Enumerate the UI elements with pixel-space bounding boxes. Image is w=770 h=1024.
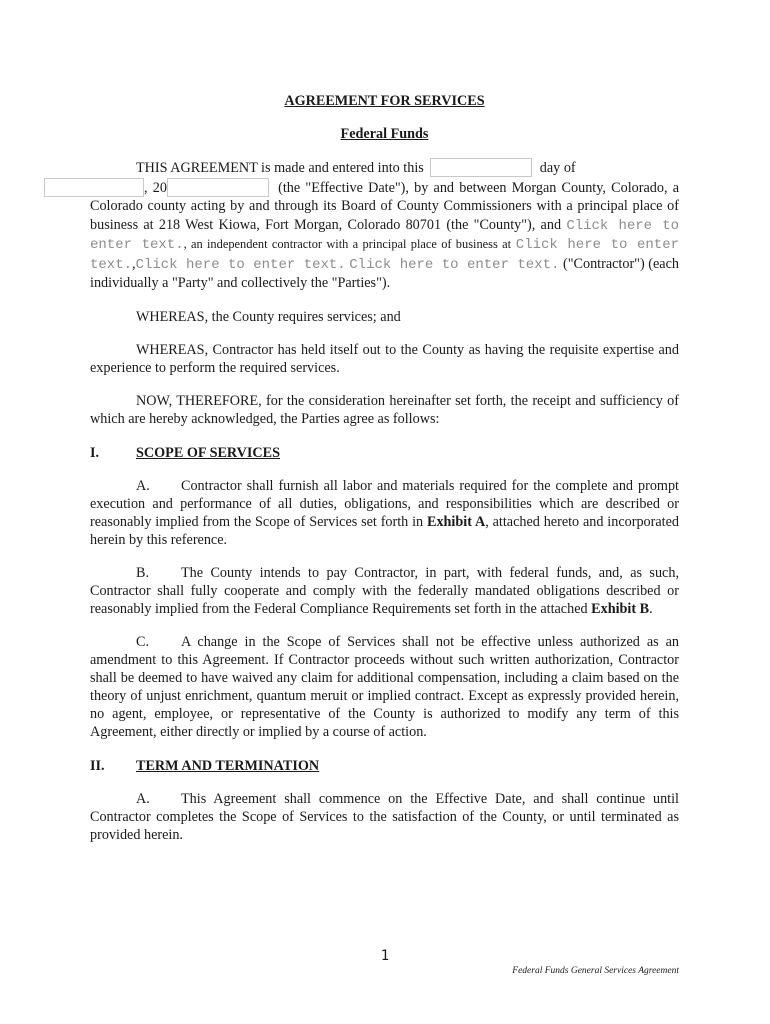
- intro-text-5: , an independent contractor with a principal place of business at: [183, 237, 512, 251]
- section-1-heading: [90, 444, 679, 462]
- intro-comma: ,: [132, 255, 136, 272]
- section-1c-letter: C.: [136, 633, 150, 650]
- intro-text-3: , 20: [144, 179, 167, 196]
- intro-text-1: THIS AGREEMENT is made and entered into this: [136, 160, 424, 176]
- contractor-state-placeholder[interactable]: Click here to enter text.: [349, 256, 560, 273]
- contractor-address-placeholder[interactable]: Click here to enter text.: [90, 237, 679, 273]
- page-number: 1: [380, 948, 390, 964]
- whereas-paragraph-1: WHEREAS, the County requires services; and: [136, 308, 401, 325]
- section-1b-paragraph: [90, 564, 679, 618]
- section-1a-paragraph: [90, 477, 679, 549]
- section-2a-letter: A.: [136, 790, 150, 807]
- contractor-city-placeholder[interactable]: Click here to enter text.: [135, 256, 346, 273]
- intro-text-4: (the "Effective Date"), by and between Morgan County, Colorado, a Colorado county acting by and through its Board of County Commissioners with a principal place of business at 218 West Kiowa, Fort Morgan, Colorado 80701 (the "County"), and: [90, 179, 680, 233]
- intro-text-2: day of: [539, 160, 576, 176]
- day-input-field[interactable]: [430, 158, 532, 177]
- intro-paragraph: [90, 158, 679, 293]
- section-1b-exhibit: Exhibit B: [591, 600, 650, 617]
- section-2a-paragraph: [90, 790, 679, 844]
- section-1b-letter: B.: [136, 564, 150, 581]
- section-1-title: SCOPE OF SERVICES: [136, 444, 281, 461]
- document-title: AGREEMENT FOR SERVICES: [284, 93, 485, 109]
- section-2a-text: This Agreement shall commence on the Effective Date, and shall continue until Contractor completes the Scope of Services to the satisfaction of the County, or until terminated as provided herein.: [90, 790, 679, 843]
- footer-text: Federal Funds General Services Agreement: [512, 966, 679, 976]
- month-input-field[interactable]: [44, 178, 144, 197]
- document-subtitle: Federal Funds: [340, 126, 429, 142]
- document-body: [90, 92, 679, 844]
- section-1c-paragraph: [90, 633, 679, 741]
- section-1a-tail: , attached hereto and incorporated herein by this reference.: [90, 513, 679, 548]
- section-1b-text: The County intends to pay Contractor, in part, with federal funds, and, as such, Contractor shall fully cooperate and comply with the federally mandated obligations described or reasonably implied from the Federal Compliance Requirements set forth in the attached: [90, 564, 679, 617]
- section-1a-exhibit: Exhibit A: [426, 513, 486, 530]
- section-1a-letter: A.: [136, 477, 150, 494]
- section-1a-text: Contractor shall furnish all labor and materials required for the complete and prompt execution and performance of all duties, obligations, and responsibilities which are described or reasonably implied from the Scope of Services set forth in: [90, 477, 679, 530]
- section-1c-text: A change in the Scope of Services shall not be effective unless authorized as an amendment to this Agreement. If Contractor proceeds without such written authorization, Contractor shall be deemed to have waived any claim for additional compensation, including a claim based on the theory of unjust enrichment, quantum meruit or implied contract. Except as expressly provided herein, no agent, employee, or representative of the County is authorized to modify any term of this Agreement, either directly or implied by a course of action.: [90, 633, 679, 740]
- section-1b-tail: .: [649, 600, 653, 617]
- whereas-paragraph-2: WHEREAS, Contractor has held itself out to the County as having the requisite expertise and experience to perform the required services.: [90, 341, 679, 376]
- section-2-heading: [90, 757, 679, 775]
- section-2-title: TERM AND TERMINATION: [136, 757, 320, 774]
- year-input-field[interactable]: [167, 178, 269, 197]
- section-1-number: I.: [90, 444, 100, 461]
- section-2-number: II.: [90, 757, 105, 774]
- now-therefore-paragraph: NOW, THEREFORE, for the consideration hereinafter set forth, the receipt and sufficiency of which are hereby acknowledged, the Parties agree as follows:: [90, 392, 679, 427]
- intro-text-6: ("Contractor") (each individually a "Party" and collectively the "Parties").: [90, 255, 679, 291]
- contractor-name-placeholder[interactable]: Click here to enter text.: [90, 217, 679, 253]
